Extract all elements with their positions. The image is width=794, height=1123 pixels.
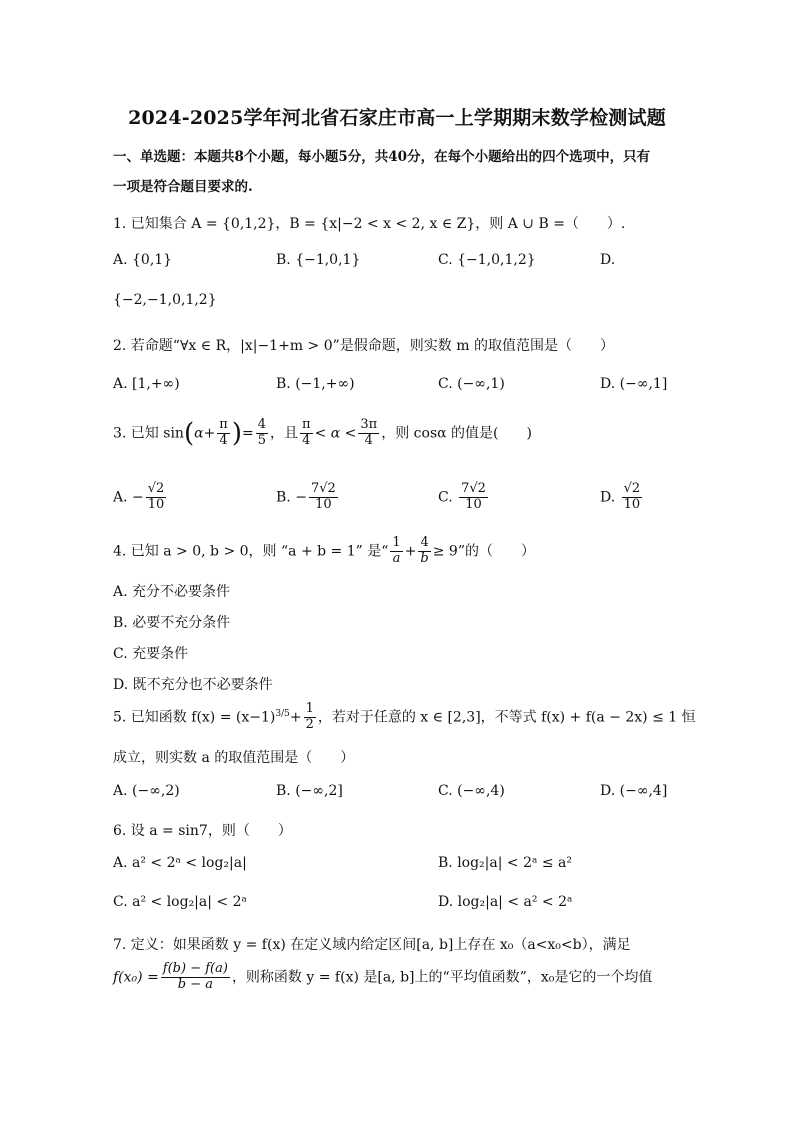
q4-one-over-a	[390, 536, 402, 567]
q3-option-d-num: √2	[623, 481, 641, 496]
q3-option-a	[113, 482, 168, 513]
q1-option-a: A. {0,1}	[113, 252, 173, 268]
q3-option-c	[438, 482, 490, 513]
q3-pi-over-4	[217, 418, 230, 449]
q1-option-b: B. {−1,0,1}	[276, 252, 361, 268]
q1-option-c: C. {−1,0,1,2}	[438, 252, 536, 268]
q3-option-c-den: 10	[465, 496, 482, 512]
q3-option-a-den: 10	[147, 496, 165, 512]
q5-option-d: D. (−∞,4]	[600, 783, 668, 799]
q3-pi-over-4-b	[300, 418, 313, 449]
q2-option-a: A. [1,+∞)	[113, 376, 180, 392]
q7-mean-fraction	[161, 962, 230, 993]
q1-stem: 1. 已知集合 A = {0,1,2}，B = {x|−2 < x < 2, x ∈ Z}，则 A ∪ B =（ ）.	[113, 216, 626, 232]
q3-option-b-frac	[309, 482, 338, 513]
q3-option-b-den: 10	[315, 496, 332, 512]
q3-pi: π	[219, 417, 228, 432]
q3-option-b-num: 7√2	[310, 481, 336, 496]
q6-option-d: D. log₂|a| < a² < 2ᵃ	[438, 894, 573, 910]
q2-option-b: B. (−1,+∞)	[276, 376, 355, 392]
q6-option-b: B. log₂|a| < 2ᵃ ≤ a²	[438, 855, 572, 871]
q3-three-pi-over-4	[358, 418, 379, 449]
q4-option-c: C. 充要条件	[113, 646, 189, 662]
q5-option-c: C. (−∞,4)	[438, 783, 505, 799]
q4-stem: 4. 已知 a > 0, b > 0，则 “a + b = 1” 是“ $\frac{1}{a}$ + $\frac{4}{b}$ ≥ 9”的（ ）	[113, 535, 535, 566]
q3-den5: 5	[257, 432, 267, 448]
q3-option-d-frac	[622, 482, 643, 513]
q3-num4: 4	[257, 417, 267, 432]
q3-option-b-sign: −	[295, 489, 307, 506]
q4-option-d: D. 既不充分也不必要条件	[113, 677, 273, 693]
q7-stem-line2	[113, 962, 652, 993]
q3-left-paren: (	[183, 418, 195, 449]
q3-option-d-label: D.	[600, 489, 616, 506]
q3-option-a-frac	[146, 482, 167, 513]
q1-option-d: D.	[600, 252, 616, 268]
q4-option-a: A. 充分不必要条件	[113, 584, 231, 600]
q5-option-a: A. (−∞,2)	[113, 783, 180, 799]
q6-option-c: C. a² < log₂|a| < 2ᵃ	[113, 894, 247, 910]
q7-stem-line1: 7. 定义：如果函数 y = f(x) 在定义域内给定区间[a, b]上存在 x₀（a<x₀<b），满足	[113, 937, 631, 953]
q3-option-a-sign: −	[132, 489, 144, 506]
q6-option-a: A. a² < 2ᵃ < log₂|a|	[113, 855, 247, 871]
q5-one-half	[304, 702, 316, 733]
q3-stem	[113, 418, 532, 449]
q5-option-b: B. (−∞,2]	[276, 783, 343, 799]
q3-four-fifths	[256, 418, 268, 449]
q7-tail: ，则称函数 y = f(x) 是[a, b]上的“平均值函数”，x₀是它的一个均值	[231, 969, 653, 986]
q4-four-over-b	[418, 536, 430, 567]
section-heading-line2: 一项是符合题目要求的.	[113, 179, 253, 195]
q7-denominator: b − a	[177, 976, 213, 992]
q4-tail: ≥ 9”的（ ）	[432, 543, 535, 560]
q3-four-b: 4	[302, 432, 311, 448]
q3-right-paren: )	[231, 418, 242, 449]
q5-tail: ，若对于任意的 x ∈ [2,3]，不等式 f(x) + f(a − 2x) ≤ 1 恒	[317, 709, 696, 726]
q2-stem: 2. 若命题“∀x ∈ R，|x|−1+m > 0”是假命题，则实数 m 的取值范围是（ ）	[113, 338, 614, 354]
q3-option-a-num: √2	[147, 481, 165, 496]
q5-plus: +	[289, 709, 302, 726]
q3-mid: ，且	[270, 425, 299, 442]
q5-one: 1	[305, 701, 314, 716]
q6-stem: 6. 设 a = sin7，则（ ）	[113, 823, 292, 839]
q3-option-d-den: 10	[623, 496, 641, 512]
q3-four: 4	[219, 432, 228, 448]
q4-four: 4	[418, 536, 430, 552]
q5-two: 2	[305, 716, 314, 732]
q3-equals: =	[242, 425, 254, 442]
q5-stem-line2: 成立，则实数 a 的取值范围是（ ）	[113, 750, 355, 766]
q3-option-b-label: B.	[276, 489, 291, 506]
q5-prefix: 5. 已知函数 f(x) = (x−1)	[113, 709, 276, 726]
q3-four-c: 4	[364, 432, 373, 448]
page-title: 2024-2025学年河北省石家庄市高一上学期期末数学检测试题	[128, 107, 666, 129]
q2-option-d: D. (−∞,1]	[600, 376, 668, 392]
q3-alpha: α	[194, 425, 204, 442]
q3-prefix: 3. 已知 sin	[113, 425, 184, 442]
q3-option-b	[276, 482, 340, 513]
q4-a: a	[392, 550, 401, 566]
q7-numerator: f(b) − f(a)	[162, 961, 228, 976]
q3-option-d	[600, 482, 644, 513]
q5-exponent: 3/5	[275, 708, 290, 719]
q3-three-pi: 3π	[360, 417, 378, 432]
q7-lhs: f(x₀) =	[113, 969, 159, 986]
q4-one: 1	[392, 535, 401, 550]
q3-inequality: < α <	[314, 425, 357, 442]
q4-b: b	[420, 550, 429, 566]
section-heading-line1: 一、单选题：本题共8个小题，每小题5分，共40分，在每个小题给出的四个选项中，只有	[113, 149, 651, 165]
q3-option-c-num: 7√2	[461, 481, 486, 496]
q1-option-d-continued: {−2,−1,0,1,2}	[113, 292, 217, 308]
q4-prefix: 4. 已知 a > 0, b > 0，则 “a + b = 1” 是“	[113, 543, 389, 560]
q4-option-b: B. 必要不充分条件	[113, 615, 231, 631]
q3-pi-b: π	[302, 417, 311, 432]
q3-option-a-label: A.	[113, 489, 128, 506]
q3-plus: +	[203, 425, 216, 442]
q5-stem	[113, 702, 696, 733]
q2-option-c: C. (−∞,1)	[438, 376, 505, 392]
q3-option-c-frac	[459, 482, 488, 513]
q3-option-c-label: C.	[438, 489, 453, 506]
q3-suffix: ，则 cosα 的值是( )	[381, 425, 532, 442]
